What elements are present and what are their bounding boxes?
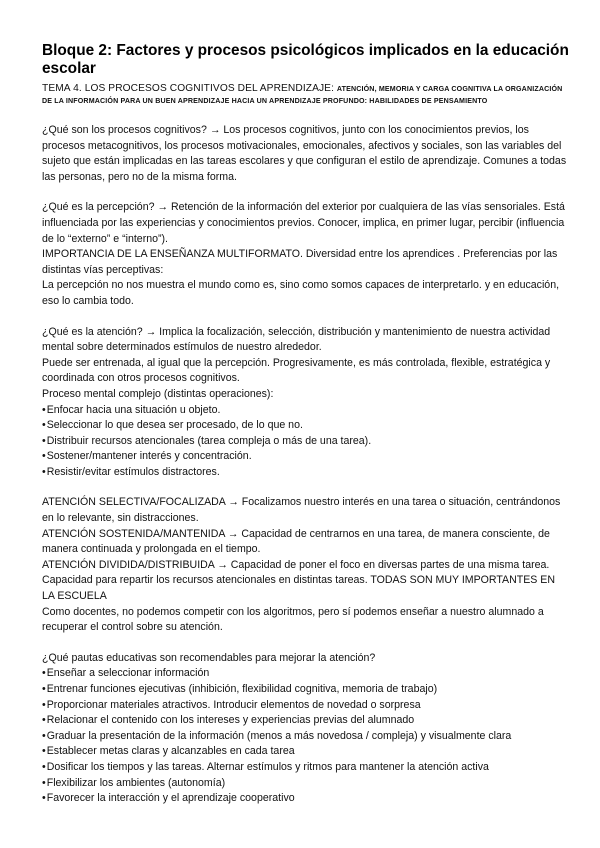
list-item: • Resistir/evitar estímulos distractores. xyxy=(42,465,570,481)
percepcion-definition: ¿Qué es la percepción? → Retención de la información del exterior por cualquiera de las vías sensoriales. Está influenciada por las experiencias y conocimientos previos. Conocer, implica, en primer lugar, percibir (influencia de lo “externo” e “interno”). xyxy=(42,201,565,245)
section-procesos-cognitivos xyxy=(42,123,570,185)
document-title: Bloque 2: Factores y procesos psicológicos implicados en la educación escolar xyxy=(42,42,569,77)
section-atencion xyxy=(42,325,570,481)
tema-subtitle: ATENCIÓN, MEMORIA Y CARGA COGNITIVA LA ORGANIZACIÓN DE LA INFORMACIÓN PARA UN BUEN APRENDIZAJE HACIA UN APRENDIZAJE PROFUNDO: HABILIDADES DE PENSAMIENTO xyxy=(42,85,563,105)
list-item: • Enseñar a seleccionar información xyxy=(42,666,570,682)
list-item: • Establecer metas claras y alcanzables en cada tarea xyxy=(42,744,570,760)
atencion-training: Puede ser entrenada, al igual que la percepción. Progresivamente, es más controlada, flexible, estratégica y coordinada con otros procesos cognitivos. xyxy=(42,356,551,385)
atencion-dividida: ATENCIÓN DIVIDIDA/DISTRIBUIDA → Capacidad de poner el foco en diversas partes de una misma tarea. Capacidad para repartir los recursos atencionales en distintas tareas. TODAS SON MUY IMPORTANTES EN LA ESCUELA xyxy=(42,558,556,603)
section-pautas xyxy=(42,651,570,807)
list-item: • Graduar la presentación de la información (menos a más novedosa / compleja) y visualmente clara xyxy=(42,729,570,745)
list-item: • Proporcionar materiales atractivos. Introducir elementos de novedad o sorpresa xyxy=(42,698,570,714)
atencion-operations-list xyxy=(42,403,570,481)
atencion-selectiva: ATENCIÓN SELECTIVA/FOCALIZADA → Focalizamos nuestro interés en una tarea o situación, centrándonos en lo relevante, sin distracciones. xyxy=(42,496,561,525)
list-item: • Entrenar funciones ejecutivas (inhibición, flexibilidad cognitiva, memoria de trabajo) xyxy=(42,682,570,698)
list-item: • Favorecer la interacción y el aprendizaje cooperativo xyxy=(42,791,570,807)
list-item: • Flexibilizar los ambientes (autonomía) xyxy=(42,776,570,792)
list-item: • Distribuir recursos atencionales (tarea compleja o más de una tarea). xyxy=(42,434,570,450)
atencion-sostenida: ATENCIÓN SOSTENIDA/MANTENIDA → Capacidad de centrarnos en una tarea, de manera consciente, de manera continuada y prolongada en el tiempo. xyxy=(42,527,550,556)
atencion-process-intro: Proceso mental complejo (distintas operaciones): xyxy=(42,387,274,400)
section-tipos-atencion xyxy=(42,495,570,635)
list-item: • Relacionar el contenido con los intereses y experiencias previas del alumnado xyxy=(42,713,570,729)
list-item: • Seleccionar lo que desea ser procesado, de lo que no. xyxy=(42,418,570,434)
percepcion-interpretation: La percepción no nos muestra el mundo como es, sino como somos capaces de interpretarlo. y en educación, eso lo cambia todo. xyxy=(42,279,560,307)
tema-main: TEMA 4. LOS PROCESOS COGNITIVOS DEL APRENDIZAJE: xyxy=(42,83,335,94)
section-percepcion xyxy=(42,200,570,309)
list-item: • Dosificar los tiempos y las tareas. Alternar estímulos y ritmos para mantener la atención activa xyxy=(42,760,570,776)
pautas-list xyxy=(42,666,570,806)
procesos-paragraph: ¿Qué son los procesos cognitivos? → Los procesos cognitivos, junto con los conocimientos previos, los procesos metacognitivos, los procesos motivacionales, emocionales, afectivos y sociales, son las variables del sujeto que están implicadas en las tareas escolares y que configuran el estilo de aprendizaje. Comunes a todas las personas, pero no de la misma forma. xyxy=(42,124,567,183)
tema-heading xyxy=(42,83,570,107)
list-item: • Enfocar hacia una situación u objeto. xyxy=(42,403,570,419)
percepcion-multiformato: IMPORTANCIA DE LA ENSEÑANZA MULTIFORMATO. Diversidad entre los aprendices . Preferencias por las distintas vías perceptivas: xyxy=(42,248,558,276)
atencion-definition: ¿Qué es la atención? → Implica la focalización, selección, distribución y mantenimiento de nuestra actividad mental sobre determinados estímulos de nuestro alrededor. xyxy=(42,325,551,354)
pautas-question: ¿Qué pautas educativas son recomendables para mejorar la atención? xyxy=(42,651,376,664)
docentes-note: Como docentes, no podemos competir con los algoritmos, pero sí podemos enseñar a nuestro alumnado a recuperar el control sobre su atención. xyxy=(42,605,544,634)
list-item: • Sostener/mantener interés y concentración. xyxy=(42,449,570,465)
